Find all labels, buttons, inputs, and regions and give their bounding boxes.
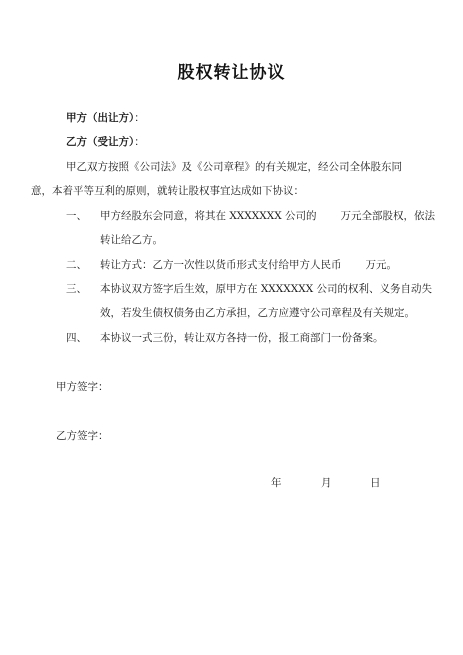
document-title: 股权转让协议: [177, 63, 286, 83]
clause-1-line-2: 转让给乙方。: [100, 234, 163, 246]
clause-3-line-2: 效，若发生债权债务由乙方承担，乙方应遵守公司章程及有关规定。: [100, 307, 415, 319]
party-a-label: 甲方（出让方）: [66, 112, 135, 124]
clause-4-line-1: [66, 331, 384, 345]
party-b-colon: ：: [134, 136, 145, 148]
party-a-colon: ：: [134, 112, 145, 124]
clause-2-number: 二、: [66, 259, 87, 271]
clause-3-line-1: [66, 282, 432, 296]
clause-1-text-b: 万元全部股权，依法: [340, 210, 436, 222]
clause-2-text-b: 万元。: [365, 259, 397, 271]
clause-3-number: 三、: [66, 283, 87, 295]
intro-line-2: 意，本着平等互利的原则，就转让股权事宜达成如下协议：: [31, 185, 304, 197]
date-month-label: 月: [321, 477, 332, 489]
clause-4-text-a: 本协议一式三份，转让双方各持一份，报工商部门一份备案。: [100, 332, 384, 344]
clause-1-text-a: 甲方经股东会同意，将其在 XXXXXXX 公司的: [100, 210, 317, 222]
intro-line-1: 甲乙双方按照《公司法》及《公司章程》的有关规定，经公司全体股东同: [66, 161, 402, 173]
clause-1-number: 一、: [66, 210, 87, 222]
party-b-signature-label: 乙方签字：: [56, 430, 109, 442]
date-day-label: 日: [370, 477, 381, 489]
clause-1-line-1: [66, 209, 435, 223]
party-b-line: [66, 135, 145, 149]
clause-4-number: 四、: [66, 332, 87, 344]
party-a-line: [66, 111, 145, 125]
clause-2-line-1: [66, 258, 397, 272]
date-year-label: 年: [271, 477, 282, 489]
party-a-signature-label: 甲方签字：: [56, 381, 109, 393]
party-b-label: 乙方（受让方）: [66, 136, 135, 148]
clause-3-text-a: 本协议双方签字后生效，原甲方在 XXXXXXX 公司的权利、义务自动失: [100, 283, 432, 295]
clause-2-text-a: 转让方式：乙方一次性以货币形式支付给甲方人民币: [100, 259, 342, 271]
